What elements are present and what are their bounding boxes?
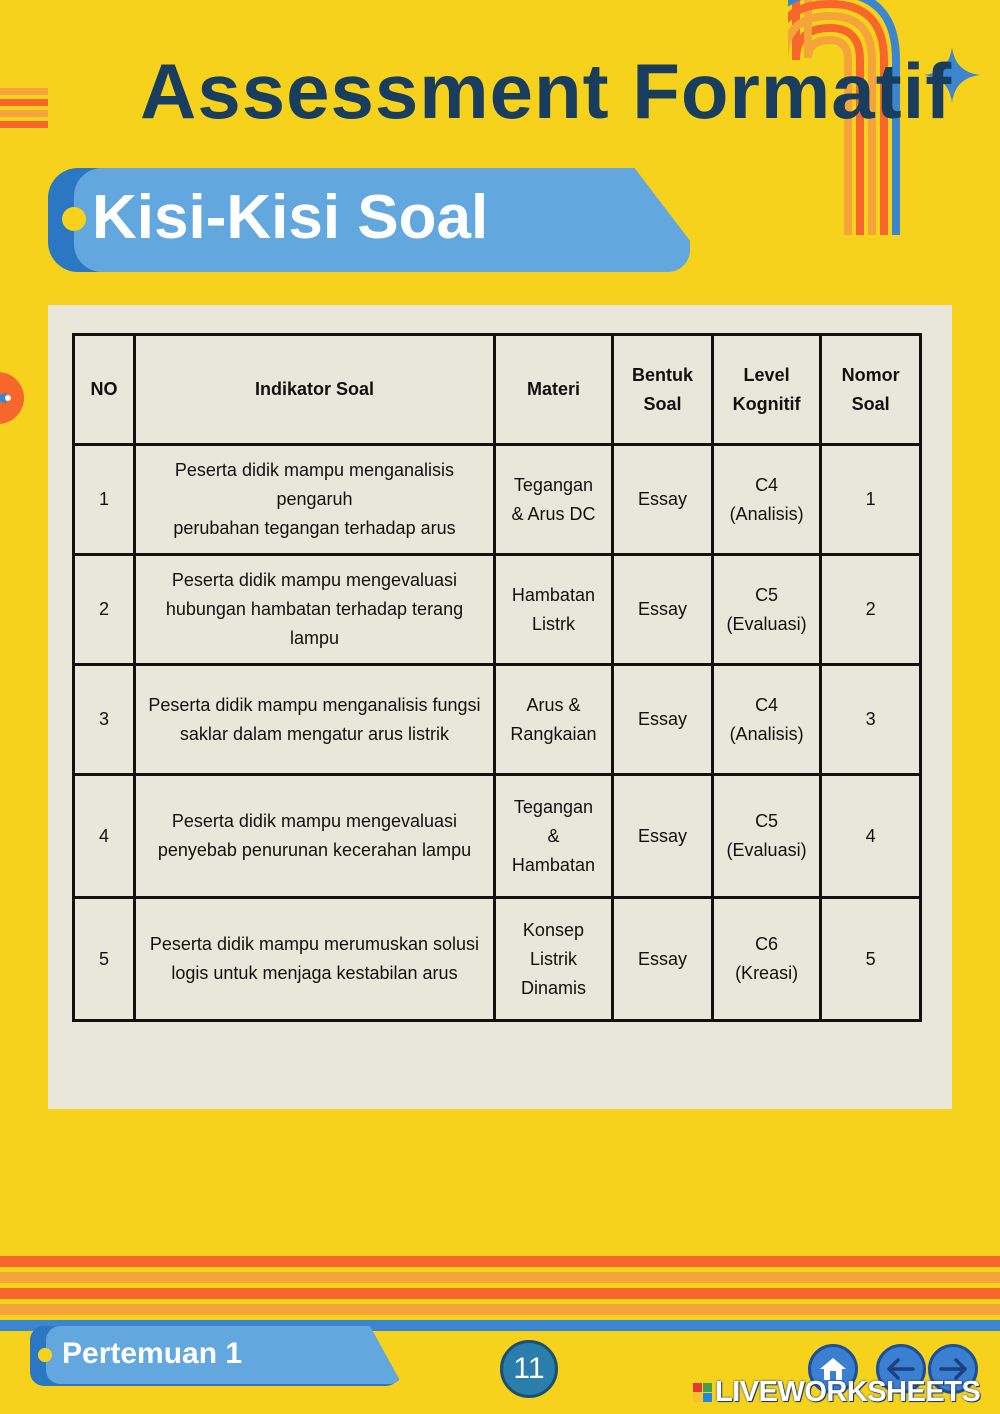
liveworksheets-logo[interactable] [693, 1376, 980, 1409]
cell-no: 3 [74, 665, 135, 775]
cell-nomor: 5 [821, 898, 921, 1021]
header-indikator: Indikator Soal [135, 335, 495, 445]
cell-no: 4 [74, 775, 135, 898]
cell-level: C5 (Evaluasi) [712, 775, 820, 898]
table-row [74, 555, 921, 665]
cell-bentuk: Essay [613, 555, 713, 665]
liveworksheets-logo-icon [693, 1383, 712, 1402]
table-row [74, 445, 921, 555]
page-number: 11 [500, 1340, 558, 1398]
header-nomor-soal: Nomor Soal [821, 335, 921, 445]
cell-bentuk: Essay [613, 445, 713, 555]
cell-bentuk: Essay [613, 665, 713, 775]
cell-bentuk: Essay [613, 898, 713, 1021]
cell-no: 5 [74, 898, 135, 1021]
side-badge [0, 372, 24, 424]
cell-no: 1 [74, 445, 135, 555]
cell-no: 2 [74, 555, 135, 665]
cell-materi: Arus & Rangkaian [494, 665, 612, 775]
cell-bentuk: Essay [613, 775, 713, 898]
meeting-label: Pertemuan 1 [62, 1337, 243, 1370]
cell-indikator: Peserta didik mampu mengevaluasi penyebab penurunan kecerahan lampu [135, 775, 495, 898]
cell-materi: Hambatan Listrk [494, 555, 612, 665]
cell-indikator: Peserta didik mampu mengevaluasi hubungan hambatan terhadap terang lampu [135, 555, 495, 665]
table-row [74, 775, 921, 898]
kisi-kisi-table [72, 333, 922, 1022]
header-level-kognitif: Level Kognitif [712, 335, 820, 445]
table-row [74, 665, 921, 775]
cell-nomor: 4 [821, 775, 921, 898]
banner-dot [62, 207, 86, 231]
cell-nomor: 1 [821, 445, 921, 555]
decorative-stripes-left [0, 88, 48, 140]
header-no: NO [74, 335, 135, 445]
cell-level: C6 (Kreasi) [712, 898, 820, 1021]
header-bentuk-soal: Bentuk Soal [613, 335, 713, 445]
footer-dot [38, 1348, 52, 1362]
cell-indikator: Peserta didik mampu menganalisis pengaruh perubahan tegangan terhadap arus [135, 445, 495, 555]
cell-level: C4 (Analisis) [712, 665, 820, 775]
decorative-stripes-bottom [0, 1256, 1000, 1336]
cell-level: C4 (Analisis) [712, 445, 820, 555]
page-title: Assessment Formatif [140, 47, 953, 135]
table-row [74, 898, 921, 1021]
table-header-row [74, 335, 921, 445]
cell-materi: Tegangan & Hambatan [494, 775, 612, 898]
cell-indikator: Peserta didik mampu merumuskan solusi logis untuk menjaga kestabilan arus [135, 898, 495, 1021]
cell-nomor: 3 [821, 665, 921, 775]
liveworksheets-brand: LIVEWORKSHEETS [715, 1376, 981, 1408]
cell-indikator: Peserta didik mampu menganalisis fungsi saklar dalam mengatur arus listrik [135, 665, 495, 775]
header-materi: Materi [494, 335, 612, 445]
section-title: Kisi-Kisi Soal [92, 183, 489, 252]
cell-level: C5 (Evaluasi) [712, 555, 820, 665]
cell-materi: Tegangan & Arus DC [494, 445, 612, 555]
cell-materi: Konsep Listrik Dinamis [494, 898, 612, 1021]
cell-nomor: 2 [821, 555, 921, 665]
